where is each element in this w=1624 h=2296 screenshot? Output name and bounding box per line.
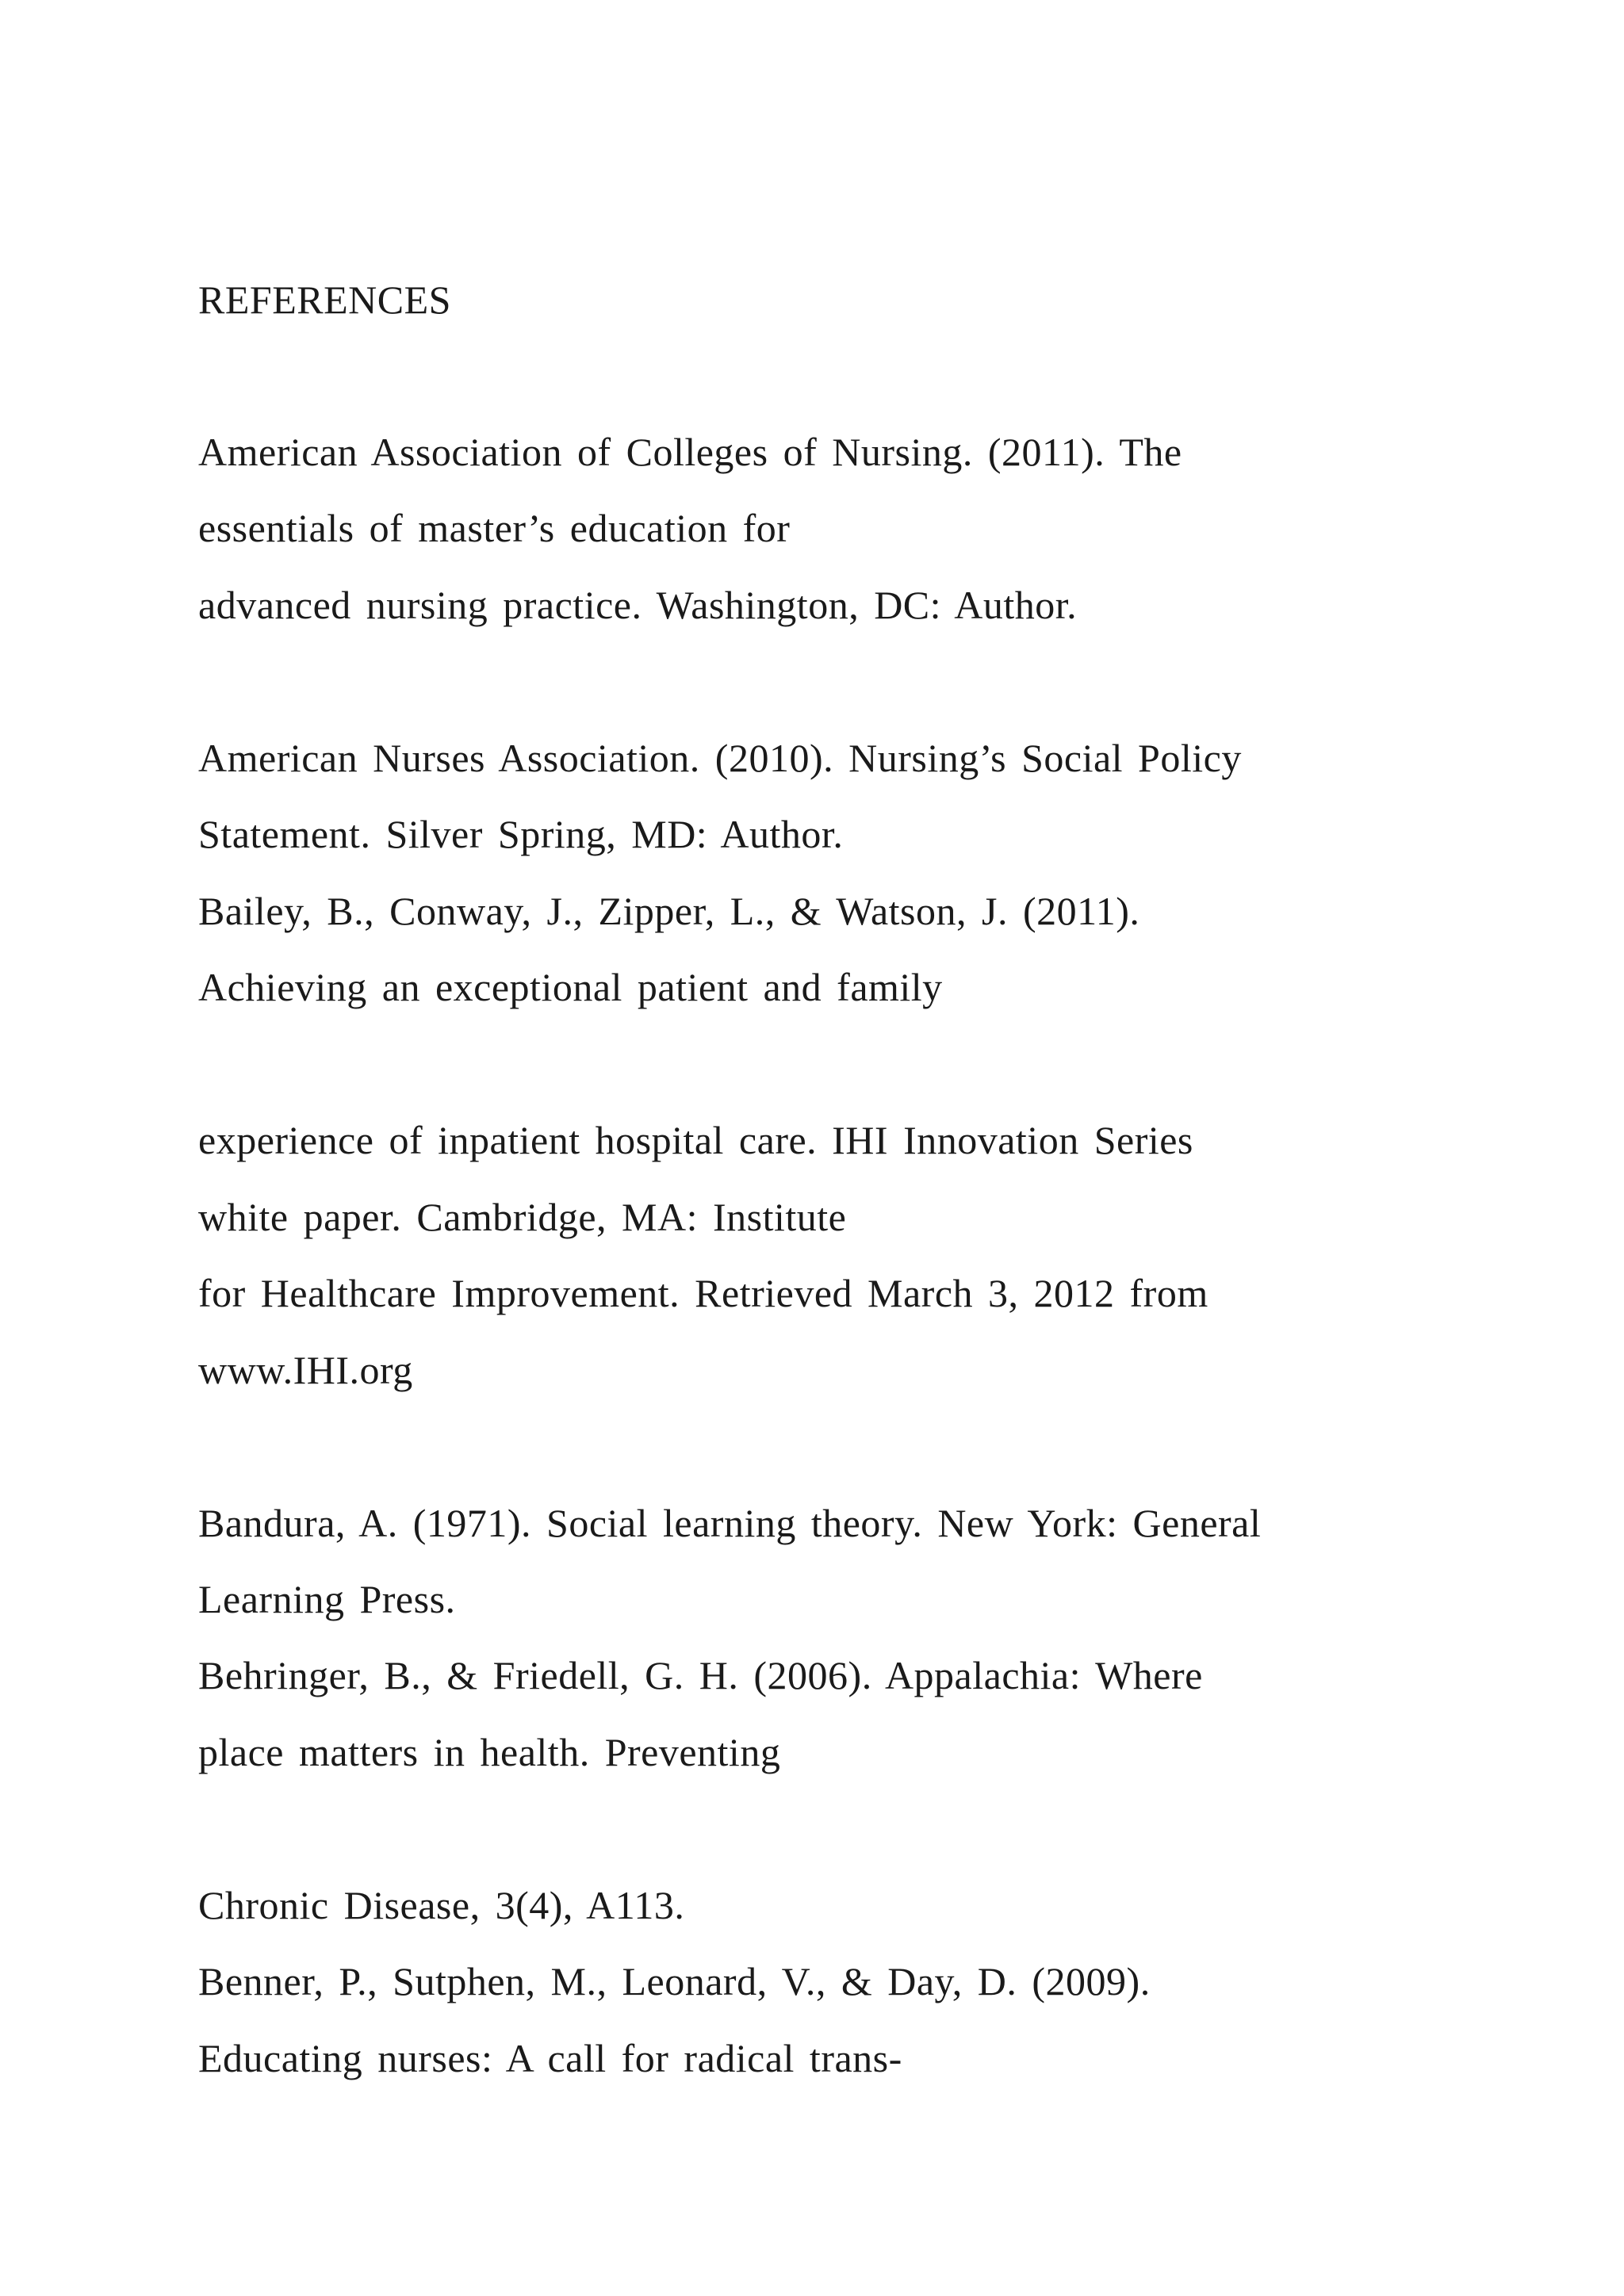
- reference-line: for Healthcare Improvement. Retrieved March 3, 2012 from: [198, 1271, 1208, 1315]
- reference-line: Bandura, A. (1971). Social learning theory. New York: General: [198, 1501, 1262, 1545]
- reference-line: Achieving an exceptional patient and family: [198, 965, 943, 1009]
- reference-line: white paper. Cambridge, MA: Institute: [198, 1195, 847, 1239]
- reference-line: Bailey, B., Conway, J., Zipper, L., & Watson, J. (2011).: [198, 889, 1140, 933]
- reference-line: American Nurses Association. (2010). Nursing’s Social Policy: [198, 736, 1242, 780]
- reference-line: Learning Press.: [198, 1577, 456, 1621]
- reference-line: experience of inpatient hospital care. IHI Innovation Series: [198, 1118, 1193, 1162]
- references-heading: REFERENCES: [198, 277, 451, 322]
- reference-line: place matters in health. Preventing: [198, 1730, 781, 1774]
- reference-line: www.IHI.org: [198, 1348, 413, 1392]
- reference-line: Behringer, B., & Friedell, G. H. (2006). Appalachia: Where: [198, 1653, 1203, 1697]
- reference-line: Statement. Silver Spring, MD: Author.: [198, 812, 844, 856]
- reference-line: Chronic Disease, 3(4), A113.: [198, 1883, 685, 1927]
- reference-line: advanced nursing practice. Washington, DC: Author.: [198, 583, 1078, 627]
- reference-line: Benner, P., Sutphen, M., Leonard, V., & Day, D. (2009).: [198, 1959, 1151, 2003]
- reference-line: essentials of master’s education for: [198, 506, 791, 550]
- reference-line: Educating nurses: A call for radical trans-: [198, 2036, 902, 2080]
- reference-line: American Association of Colleges of Nursing. (2011). The: [198, 430, 1182, 474]
